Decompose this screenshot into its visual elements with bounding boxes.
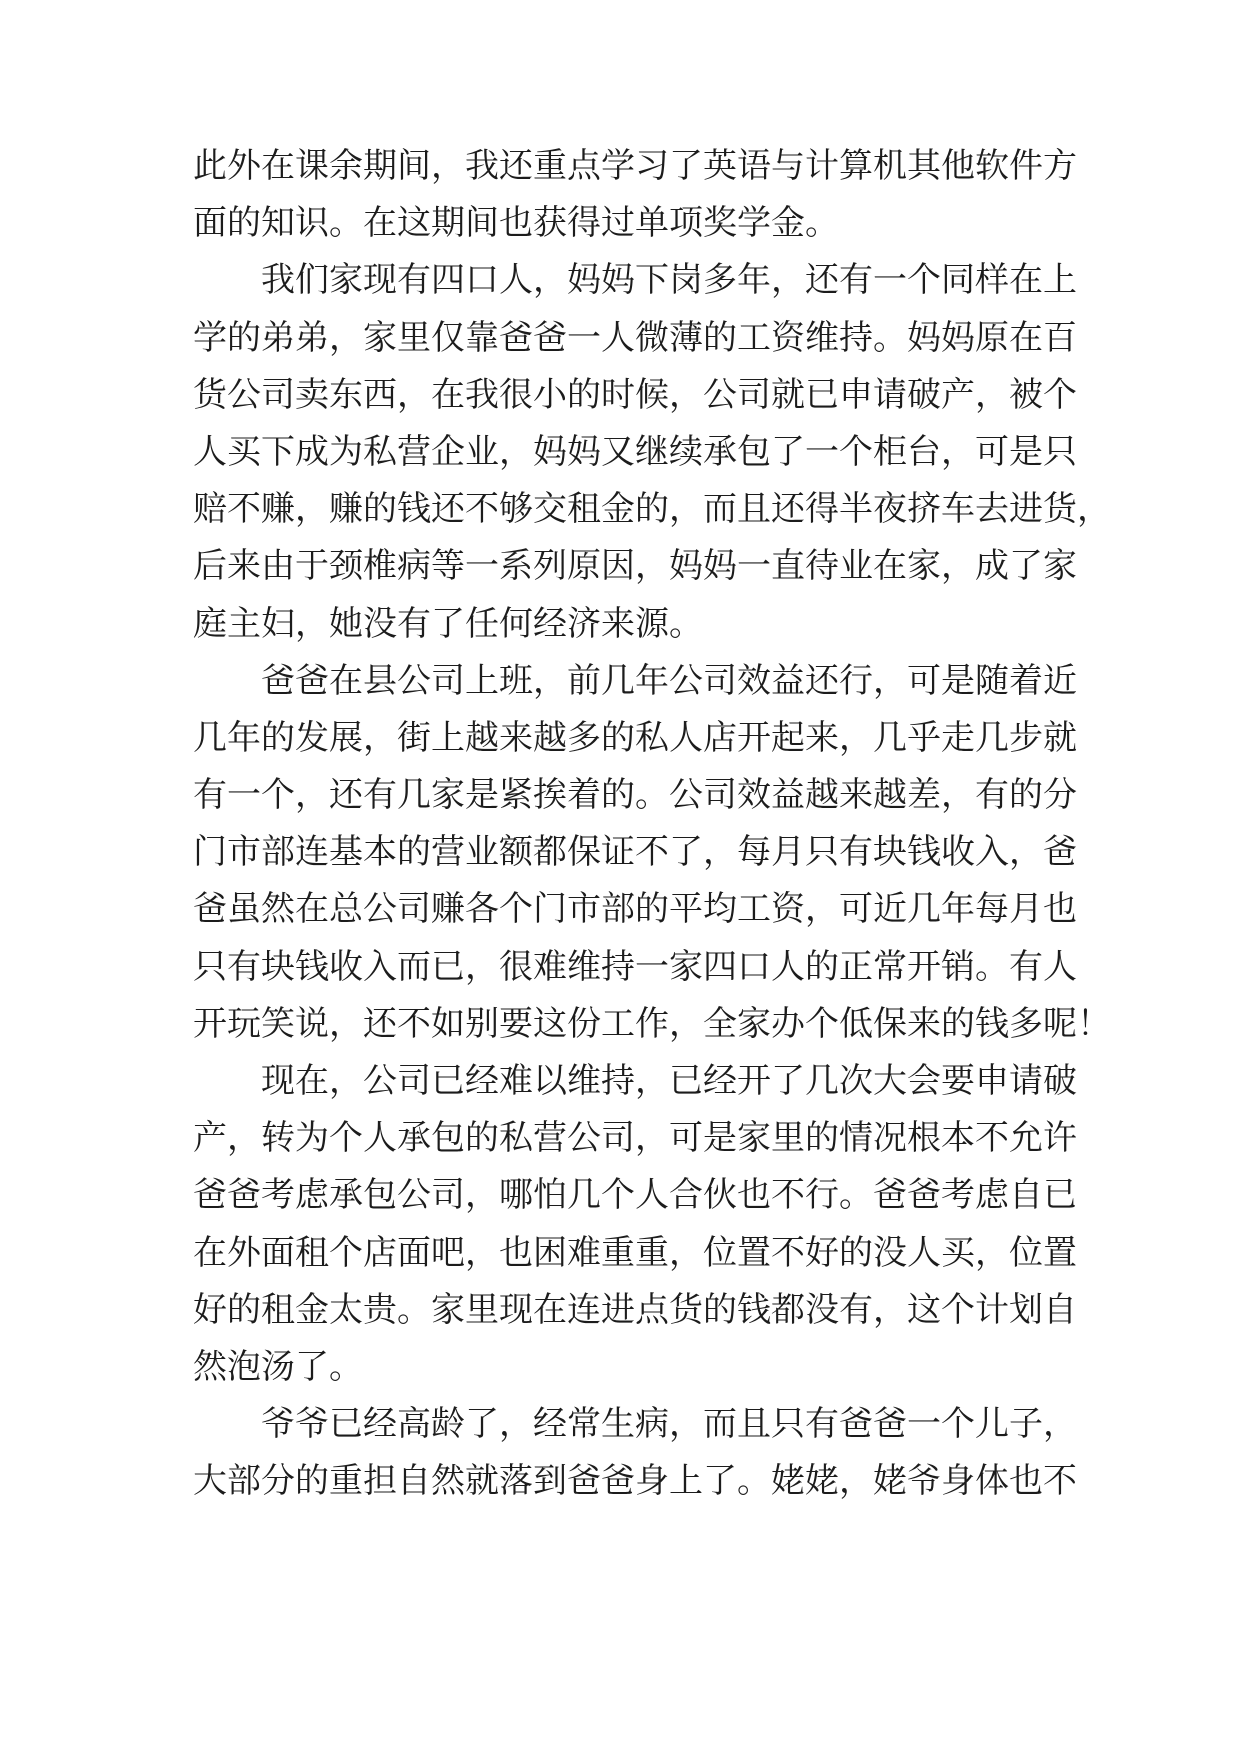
paragraph-2 <box>193 252 1111 652</box>
text-line: 门市部连基本的营业额都保证不了，每月只有块钱收入，爸 <box>193 832 1077 873</box>
text-line: 庭主妇，她没有了任何经济来源。 <box>193 603 703 644</box>
text-line: 爸爸在县公司上班，前几年公司效益还行，可是随着近 <box>261 660 1077 701</box>
text-line: 货公司卖东西，在我很小的时候，公司就已申请破产，被个 <box>193 374 1077 415</box>
text-line: 此外在课余期间，我还重点学习了英语与计算机其他软件方 <box>193 146 1077 186</box>
text-line: 爸虽然在总公司赚各个门市部的平均工资，可近几年每月也 <box>193 889 1077 930</box>
paragraph-4 <box>193 1053 1077 1396</box>
paragraph-5 <box>193 1396 1077 1510</box>
paragraph-1 <box>193 138 1077 252</box>
text-line: 爸爸考虑承包公司，哪怕几个人合伙也不行。爸爸考虑自已 <box>193 1175 1077 1216</box>
text-line: 开玩笑说，还不如别要这份工作，全家办个低保来的钱多呢！ <box>193 1003 1111 1044</box>
text-line: 我们家现有四口人，妈妈下岗多年，还有一个同样在上 <box>261 260 1077 301</box>
text-line: 现在，公司已经难以维持，已经开了几次大会要申请破 <box>261 1061 1077 1101</box>
text-line: 爷爷已经高龄了，经常生病，而且只有爸爸一个儿子， <box>261 1404 1077 1445</box>
text-line: 后来由于颈椎病等一系列原因，妈妈一直待业在家，成了家 <box>193 546 1077 587</box>
text-line: 几年的发展，街上越来越多的私人店开起来，几乎走几步就 <box>193 717 1077 758</box>
text-line: 有一个，还有几家是紧挨着的。公司效益越来越差，有的分 <box>193 775 1077 816</box>
text-line: 然泡汤了。 <box>193 1346 363 1387</box>
text-line: 人买下成为私营企业，妈妈又继续承包了一个柜台，可是只 <box>193 431 1077 472</box>
text-line: 面的知识。在这期间也获得过单项奖学金。 <box>193 203 839 244</box>
text-line: 好的租金太贵。家里现在连进点货的钱都没有，这个计划自 <box>193 1289 1077 1330</box>
text-line: 学的弟弟，家里仅靠爸爸一人微薄的工资维持。妈妈原在百 <box>193 317 1077 358</box>
text-line: 赔不赚，赚的钱还不够交租金的，而且还得半夜挤车去进货， <box>193 489 1111 530</box>
text-line: 大部分的重担自然就落到爸爸身上了。姥姥，姥爷身体也不 <box>193 1461 1077 1502</box>
document-body <box>193 138 1111 1511</box>
text-line: 产，转为个人承包的私营公司，可是家里的情况根本不允许 <box>193 1118 1077 1159</box>
paragraph-3 <box>193 653 1111 1053</box>
text-line: 在外面租个店面吧，也困难重重，位置不好的没人买，位置 <box>193 1232 1077 1273</box>
text-line: 只有块钱收入而已，很难维持一家四口人的正常开销。有人 <box>193 946 1077 987</box>
